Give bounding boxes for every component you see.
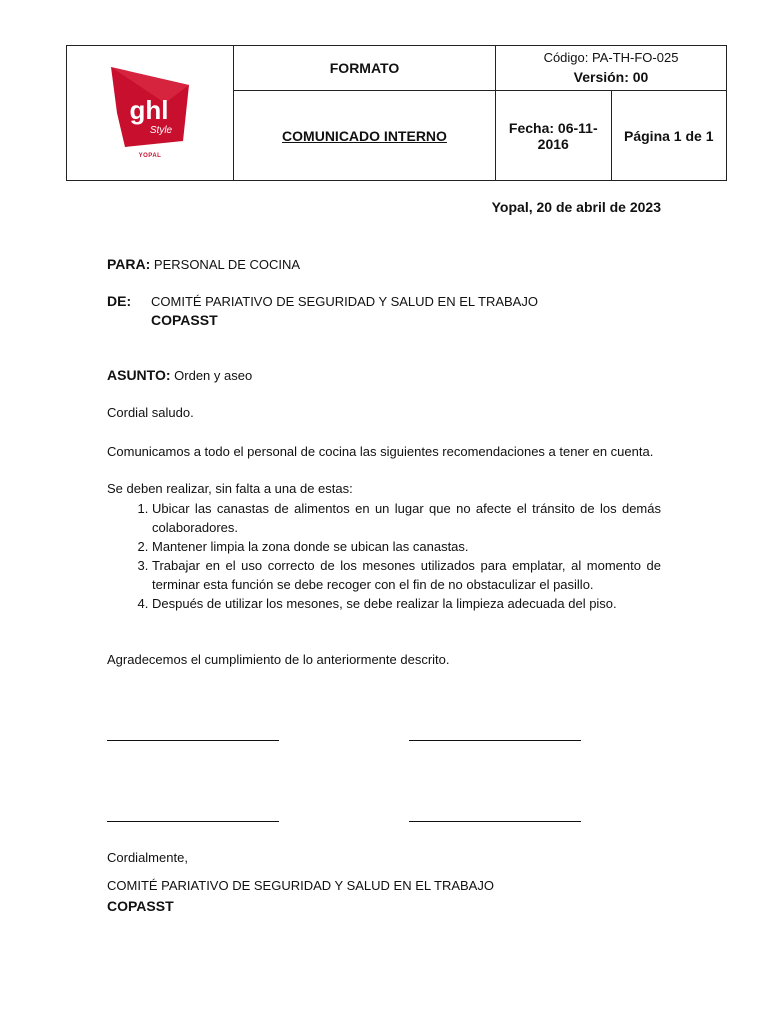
codigo-text: Código: PA-TH-FO-025	[543, 50, 679, 65]
letter-date: Yopal, 20 de abril de 2023	[491, 199, 661, 215]
ghl-logo-icon	[105, 63, 195, 151]
header-table	[66, 45, 727, 181]
de-value: COMITÉ PARIATIVO DE SEGURIDAD Y SALUD EN EL TRABAJO	[151, 294, 538, 309]
signature-copasst: COPASST	[107, 898, 174, 914]
asunto-value: Orden y aseo	[174, 368, 253, 383]
intro-paragraph: Comunicamos a todo el personal de cocina las siguientes recomendaciones a tener en cuenta.	[107, 444, 654, 459]
signature-line	[409, 821, 581, 822]
asunto-label: ASUNTO:	[107, 367, 171, 383]
comunicado-title: COMUNICADO INTERNO	[282, 127, 447, 144]
para-label: PARA:	[107, 256, 151, 272]
logo-sub-text: Style	[149, 125, 173, 136]
pagina-text: Página 1 de 1	[611, 91, 727, 181]
formato-title: FORMATO	[234, 46, 496, 91]
logo-brand-text: ghl	[129, 95, 169, 125]
list-item: 3. Trabajar en el uso correcto de los mesones utilizados para emplatar, al momento de terminar esta función se debe recoger con el fin de no obstaculizar el pasillo.	[152, 556, 661, 594]
de-label: DE:	[107, 293, 132, 309]
list-item: 1. Ubicar las canastas de alimentos en un lugar que no afecte el tránsito de los demás colaboradores.	[152, 499, 661, 537]
logo-city: YOPAL	[138, 153, 162, 159]
code-version-cell	[496, 46, 727, 91]
de-copasst: COPASST	[151, 312, 218, 328]
recommendations-list	[107, 499, 661, 613]
signature-committee: COMITÉ PARIATIVO DE SEGURIDAD Y SALUD EN EL TRABAJO	[107, 878, 494, 893]
closing: Cordialmente,	[107, 850, 188, 865]
para-value: PERSONAL DE COCINA	[153, 257, 301, 272]
thanks-paragraph: Agradecemos el cumplimiento de lo anteriormente descrito.	[107, 652, 450, 667]
comunicado-cell	[234, 91, 496, 181]
logo-cell	[67, 46, 234, 181]
ghl-style-logo	[105, 63, 195, 163]
fecha-text: Fecha: 06-11-2016	[496, 91, 612, 181]
greeting: Cordial saludo.	[107, 405, 194, 420]
version-text: Versión: 00	[573, 69, 649, 85]
signature-line	[409, 740, 581, 741]
intro-instruction: Se deben realizar, sin falta a una de estas:	[107, 481, 353, 496]
signature-line	[107, 740, 279, 741]
signature-line	[107, 821, 279, 822]
para-line	[107, 256, 300, 272]
list-item: 2. Mantener limpia la zona donde se ubican las canastas.	[152, 537, 661, 556]
asunto-line	[107, 367, 252, 383]
list-item: 4. Después de utilizar los mesones, se debe realizar la limpieza adecuada del piso.	[152, 594, 661, 613]
